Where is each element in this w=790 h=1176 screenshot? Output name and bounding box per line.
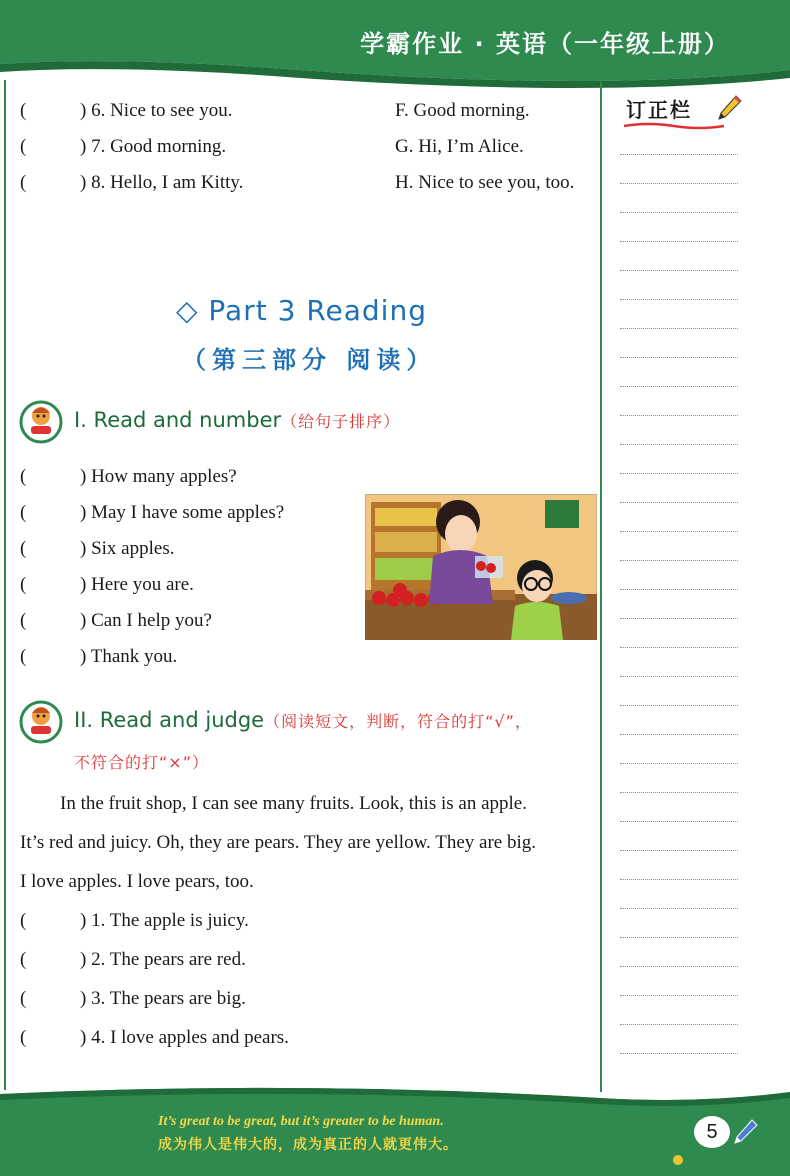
left-margin-rule	[4, 80, 6, 1090]
list-item: ( ) May I have some apples?	[20, 502, 285, 523]
section-note: 不符合的打“×”）	[74, 753, 209, 772]
header-title: 学霸作业 · 英语（一年级上册）	[360, 30, 730, 58]
passage-line: I love apples. I love pears, too.	[20, 871, 254, 892]
list-item: ( ) 2. The pears are red.	[20, 949, 246, 970]
answer-blank[interactable]: (	[20, 949, 27, 970]
list-item: ( ) Can I help you?	[20, 610, 212, 631]
correction-line[interactable]	[620, 734, 738, 735]
answer-blank[interactable]: (	[20, 1027, 27, 1048]
footer-band	[0, 1086, 790, 1176]
part-title: ◇ Part 3 Reading	[176, 294, 427, 327]
answer-blank[interactable]: (	[20, 646, 27, 667]
correction-line[interactable]	[620, 328, 738, 329]
section-heading: I. Read and number（给句子排序）	[74, 408, 401, 432]
correction-line[interactable]	[620, 183, 738, 184]
answer-blank[interactable]: (	[20, 502, 27, 523]
correction-line[interactable]	[620, 270, 738, 271]
answer-blank[interactable]: (	[20, 910, 27, 931]
list-item: ( ) Six apples.	[20, 538, 175, 559]
answer-blank[interactable]: (	[20, 574, 27, 595]
list-item: ( ) 4. I love apples and pears.	[20, 1027, 289, 1048]
list-item: ( ) Thank you.	[20, 646, 178, 667]
header-band	[0, 0, 790, 88]
answer-blank[interactable]: (	[20, 610, 27, 631]
section-note: （阅读短文，判断，符合的打“√”，	[264, 712, 532, 731]
correction-line[interactable]	[620, 589, 738, 590]
correction-line[interactable]	[620, 792, 738, 793]
footer-quote-en: It’s great to be great, but it’s greater to be human.	[158, 1114, 444, 1129]
correction-line[interactable]	[620, 154, 738, 155]
answer-blank[interactable]: (	[20, 538, 27, 559]
correction-line[interactable]	[620, 212, 738, 213]
correction-line[interactable]	[620, 908, 738, 909]
correction-line[interactable]	[620, 705, 738, 706]
correction-line[interactable]	[620, 966, 738, 967]
fruit-shop-illustration	[365, 494, 597, 640]
match-row: ( ) 6. Nice to see you.	[20, 100, 233, 121]
correction-underline	[624, 122, 724, 130]
answer-blank[interactable]: (	[20, 136, 27, 157]
correction-line[interactable]	[620, 473, 738, 474]
correction-line[interactable]	[620, 676, 738, 677]
match-option: F. Good morning.	[395, 100, 530, 121]
correction-line[interactable]	[620, 937, 738, 938]
correction-line[interactable]	[620, 647, 738, 648]
correction-line[interactable]	[620, 299, 738, 300]
answer-blank[interactable]: (	[20, 100, 27, 121]
list-item: ( ) 1. The apple is juicy.	[20, 910, 249, 931]
answer-blank[interactable]: (	[20, 466, 27, 487]
page-number: 5	[692, 1114, 732, 1150]
correction-title: 订正栏	[626, 98, 692, 122]
correction-line[interactable]	[620, 879, 738, 880]
match-option: H. Nice to see you, too.	[395, 172, 575, 193]
correction-line[interactable]	[620, 763, 738, 764]
passage-line: In the fruit shop, I can see many fruits. Look, this is an apple.	[60, 793, 527, 814]
correction-line[interactable]	[620, 502, 738, 503]
correction-line[interactable]	[620, 444, 738, 445]
correction-line[interactable]	[620, 241, 738, 242]
answer-blank[interactable]: (	[20, 988, 27, 1009]
answer-blank[interactable]: (	[20, 172, 27, 193]
list-item: ( ) 3. The pears are big.	[20, 988, 246, 1009]
part-subtitle: （第三部分 阅读）	[182, 346, 437, 374]
section-heading: II. Read and judge（阅读短文，判断，符合的打“√”，	[74, 708, 532, 732]
correction-line[interactable]	[620, 386, 738, 387]
pencil-icon	[716, 94, 742, 122]
match-row: ( ) 8. Hello, I am Kitty.	[20, 172, 244, 193]
correction-column	[600, 82, 782, 1092]
correction-line[interactable]	[620, 618, 738, 619]
list-item: ( ) Here you are.	[20, 574, 194, 595]
match-row: ( ) 7. Good morning.	[20, 136, 227, 157]
boy-badge-icon	[18, 398, 64, 444]
correction-line[interactable]	[620, 357, 738, 358]
correction-line[interactable]	[620, 995, 738, 996]
correction-line[interactable]	[620, 1024, 738, 1025]
correction-line[interactable]	[620, 531, 738, 532]
correction-line[interactable]	[620, 560, 738, 561]
correction-line[interactable]	[620, 821, 738, 822]
passage-line: It’s red and juicy. Oh, they are pears. They are yellow. They are big.	[20, 832, 536, 853]
boy-badge-icon	[18, 698, 64, 744]
section-note: （给句子排序）	[281, 412, 401, 431]
match-option: G. Hi, I’m Alice.	[395, 136, 524, 157]
correction-line[interactable]	[620, 1053, 738, 1054]
correction-line[interactable]	[620, 850, 738, 851]
pencil-icon	[732, 1118, 758, 1146]
correction-line[interactable]	[620, 415, 738, 416]
footer-quote-cn: 成为伟人是伟大的，成为真正的人就更伟大。	[158, 1137, 458, 1153]
list-item: ( ) How many apples?	[20, 466, 237, 487]
